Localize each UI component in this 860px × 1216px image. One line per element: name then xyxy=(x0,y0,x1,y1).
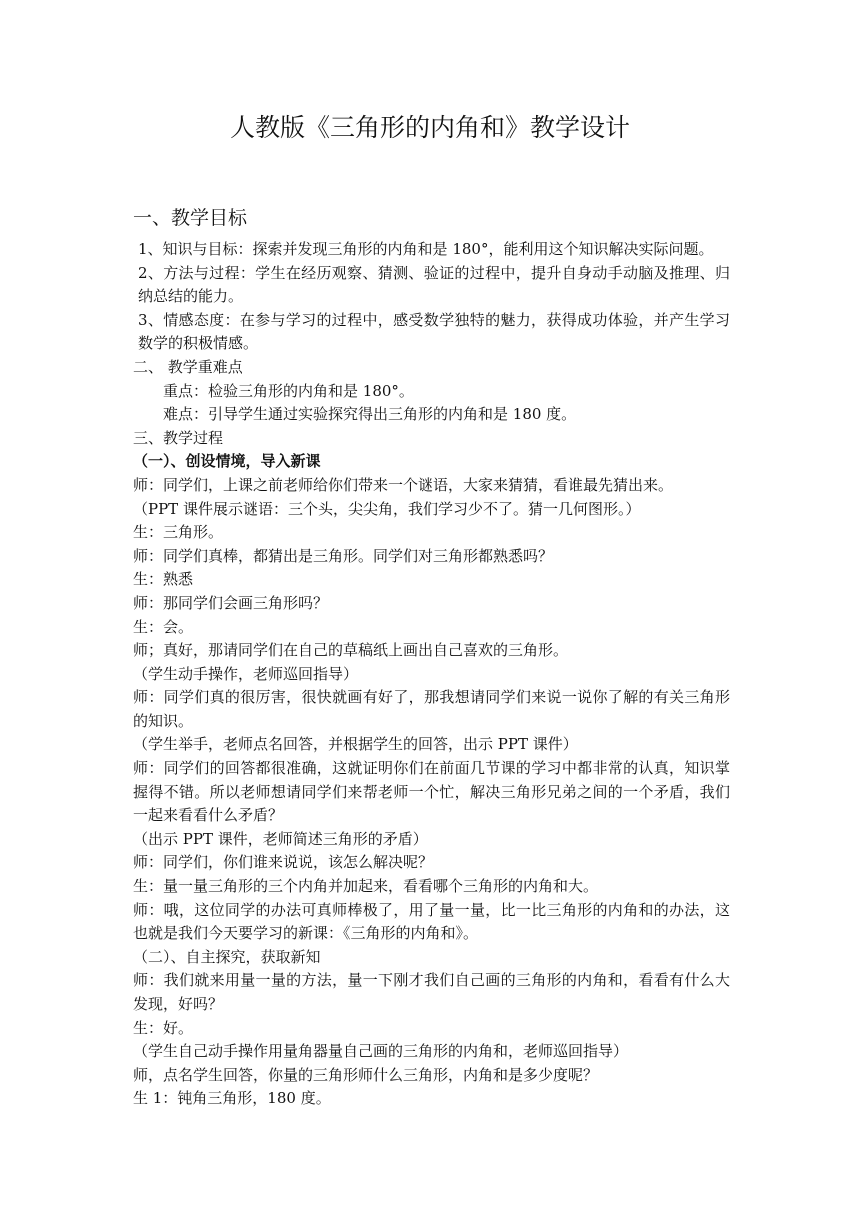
dialogue-line: 师：同学们，上课之前老师给你们带来一个谜语，大家来猜猜，看谁最先猜出来。 xyxy=(133,475,674,494)
dialogue-line: （学生自己动手操作用量角器量自己画的三角形的内角和，老师巡回指导） xyxy=(133,1042,629,1061)
dialogue-line: 生：三角形。 xyxy=(133,523,224,542)
dialogue-line: 师；真好，那请同学们在自己的草稿纸上画出自己喜欢的三角形。 xyxy=(133,641,569,660)
dialogue-line: 师：那同学们会画三角形吗？ xyxy=(133,593,329,612)
dialogue-line: 师：我们就来用量一量的方法，量一下刚才我们自己画的三角形的内角和，看看有什么大发现，好吗？ xyxy=(133,971,730,1013)
section-heading-objectives: 一、教学目标 xyxy=(133,207,248,229)
dialogue-line: 师：同学们真的很厉害，很快就画有好了，那我想请同学们来说一说你了解的有关三角形的知识。 xyxy=(133,688,730,730)
dialogue-line: （PPT 课件展示谜语：三个头，尖尖角，我们学习少不了。猜一几何图形。） xyxy=(133,499,641,518)
objective-item: 1、知识与目标：探索并发现三角形的内角和是 180°，能利用这个知识解决实际问题。 xyxy=(138,240,714,258)
dialogue-line: （学生动手操作，老师巡回指导） xyxy=(133,664,359,683)
dialogue-line: 师：同学们的回答都很准确，这就证明你们在前面几节课的学习中都非常的认真，知识掌握得不错。所以老师想请同学们来帮老师一个忙，解决三角形兄弟之间的一个矛盾，我们一起来看看什么矛盾？ xyxy=(133,759,730,825)
dialogue-line: 师：哦，这位同学的办法可真师棒极了，用了量一量，比一比三角形的内角和的办法，这也就是我们今天要学习的新课：《三角形的内角和》。 xyxy=(133,900,730,943)
section-heading-key-points: 二、 教学重难点 xyxy=(133,357,243,376)
dialogue-line: 生：量一量三角形的三个内角并加起来，看看哪个三角形的内角和大。 xyxy=(133,877,599,896)
dialogue-line: 生 1：钝角三角形，180 度。 xyxy=(133,1089,331,1108)
subsection-heading: （二）、自主探究，获取新知 xyxy=(133,947,321,966)
objective-item: 3、情感态度：在参与学习的过程中，感受数学独特的魅力，获得成功体验，并产生学习数学的积极情感。 xyxy=(138,310,730,353)
document-body xyxy=(133,238,730,1111)
dialogue-line: 生：会。 xyxy=(133,617,194,636)
dialogue-line: 师：同学们，你们谁来说说，该怎么解决呢？ xyxy=(133,853,434,872)
key-point: 重点：检验三角形的内角和是 180°。 xyxy=(163,381,414,400)
section-heading-process: 三、教学过程 xyxy=(133,428,224,447)
dialogue-line: 师：同学们真棒，都猜出是三角形。同学们对三角形都熟悉吗？ xyxy=(133,546,554,565)
subsection-heading: （一）、创设情境，导入新课 xyxy=(133,452,321,471)
dialogue-line: 生：熟悉 xyxy=(133,570,194,589)
dialogue-line: 师，点名学生回答，你量的三角形师什么三角形，内角和是多少度呢？ xyxy=(133,1065,599,1084)
dialogue-line: （学生举手，老师点名回答，并根据学生的回答，出示 PPT 课件） xyxy=(133,735,578,754)
dialogue-line: 生：好。 xyxy=(133,1018,194,1037)
document-title: 人教版《三角形的内角和》教学设计 xyxy=(229,113,630,142)
objective-item: 2、方法与过程：学生在经历观察、猜测、验证的过程中，提升自身动手动脑及推理、归纳总结的能力。 xyxy=(138,263,730,306)
dialogue-line: （出示 PPT 课件，老师简述三角形的矛盾） xyxy=(133,829,428,848)
difficult-point: 难点：引导学生通过实验探究得出三角形的内角和是 180 度。 xyxy=(163,405,577,424)
